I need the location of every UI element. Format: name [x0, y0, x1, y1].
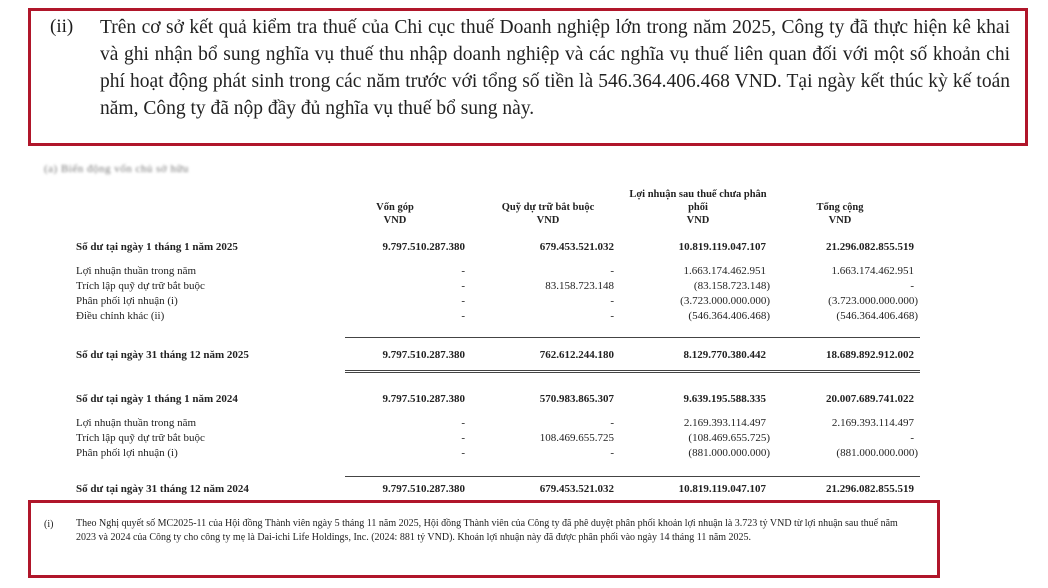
row-value: 9.797.510.287.380 [382, 349, 465, 361]
row-value: (881.000.000.000) [836, 447, 918, 459]
row-value: 108.469.655.725 [539, 432, 614, 444]
table-caption: (a) Biến động vốn chủ sở hữu [44, 163, 189, 175]
row-value: (881.000.000.000) [688, 447, 770, 459]
header-tong-cong: Tổng cộng VND [816, 202, 864, 226]
row-value: (83.158.723.148) [693, 280, 770, 292]
row-value: (3.723.000.000.000) [828, 295, 918, 307]
row-value: 10.819.119.047.107 [678, 483, 766, 495]
header-quy-du-tru: Quỹ dự trữ bắt buộc VND [501, 202, 595, 226]
row-value: - [610, 417, 614, 429]
row-label: Trích lập quỹ dự trữ bắt buộc [76, 432, 205, 444]
row-label: Số dư tại ngày 31 tháng 12 năm 2025 [76, 349, 249, 361]
row-value: 2.169.393.114.497 [683, 417, 766, 429]
row-value: 83.158.723.148 [545, 280, 614, 292]
row-label: Phân phối lợi nhuận (i) [76, 295, 178, 307]
row-value: 21.296.082.855.519 [826, 483, 914, 495]
row-label: Phân phối lợi nhuận (i) [76, 447, 178, 459]
note-text: Theo Nghị quyết số MC2025-11 của Hội đồng Thành viên ngày 5 tháng 11 năm 2025, Hội đồng Thành viên của Công ty đã phê duyệt phân phối khoản lợi nhuận là 3.723 tỷ VND từ lợi nhuận sau thuế năm 2023 và 2024 của Công ty cho công ty mẹ là Dai-ichi Life Holdings, Inc. (2024: 881 tỷ VND). Khoản lợi nhuận này đã được phân phối vào ngày 14 tháng 11 năm 2025. [76, 518, 898, 543]
row-value: 679.453.521.032 [539, 241, 614, 253]
header-loi-nhuan: Lợi nhuận sau thuế chưa phân phối VND [629, 189, 767, 226]
note-number: (i) [44, 519, 54, 530]
row-value: 1.663.174.462.951 [683, 265, 766, 277]
row-value: - [610, 295, 614, 307]
row-value: 9.639.195.588.335 [683, 393, 766, 405]
row-value: - [610, 265, 614, 277]
header-von-gop: Vốn góp VND [376, 202, 414, 226]
row-label: Lợi nhuận thuần trong năm [76, 265, 197, 277]
row-value: (108.469.655.725) [688, 432, 770, 444]
row-value: - [461, 265, 465, 277]
row-value: (546.364.406.468) [688, 310, 770, 322]
row-value: - [610, 310, 614, 322]
row-label: Số dư tại ngày 31 tháng 12 năm 2024 [76, 483, 249, 495]
row-label: Điều chỉnh khác (ii) [76, 310, 165, 322]
row-value: 10.819.119.047.107 [678, 241, 766, 253]
row-value: 679.453.521.032 [539, 483, 614, 495]
row-value: - [461, 417, 465, 429]
row-label: Số dư tại ngày 1 tháng 1 năm 2025 [76, 241, 238, 253]
row-value: 570.983.865.307 [539, 393, 614, 405]
row-value: 762.612.244.180 [539, 349, 614, 361]
row-value: 18.689.892.912.002 [826, 349, 914, 361]
row-value: - [910, 280, 914, 292]
row-label: Trích lập quỹ dự trữ bắt buộc [76, 280, 205, 292]
total-rule-double [345, 372, 920, 373]
row-label: Lợi nhuận thuần trong năm [76, 417, 197, 429]
row-value: - [610, 447, 614, 459]
row-value: - [461, 280, 465, 292]
row-value: 8.129.770.380.442 [683, 349, 766, 361]
row-value: (546.364.406.468) [836, 310, 918, 322]
row-value: 9.797.510.287.380 [382, 241, 465, 253]
row-value: 2.169.393.114.497 [831, 417, 914, 429]
row-value: 9.797.510.287.380 [382, 483, 465, 495]
row-value: - [461, 310, 465, 322]
row-value: - [461, 447, 465, 459]
total-rule [345, 370, 920, 371]
row-value: - [461, 295, 465, 307]
row-value: 20.007.689.741.022 [826, 393, 914, 405]
paragraph-text: Trên cơ sở kết quả kiểm tra thuế của Chi cục thuế Doanh nghiệp lớn trong năm 2025, Công ty đã thực hiện kê khai và ghi nhận bổ sung nghĩa vụ thuế thu nhập doanh nghiệp và các nghĩa vụ thuế liên quan đối với một số khoản chi phí hoạt động phát sinh trong các năm trước với tổng số tiền là 546.364.406.468 VND. Tại ngày kết thúc kỳ kế toán năm, Công ty đã nộp đầy đủ nghĩa vụ thuế bổ sung này. [100, 17, 1010, 119]
subtotal-rule [345, 476, 920, 477]
row-label: Số dư tại ngày 1 tháng 1 năm 2024 [76, 393, 238, 405]
row-value: 9.797.510.287.380 [382, 393, 465, 405]
row-value: - [910, 432, 914, 444]
row-value: 21.296.082.855.519 [826, 241, 914, 253]
row-value: - [461, 432, 465, 444]
subtotal-rule [345, 337, 920, 338]
paragraph-number: (ii) [50, 16, 74, 37]
row-value: 1.663.174.462.951 [831, 265, 914, 277]
row-value: (3.723.000.000.000) [680, 295, 770, 307]
